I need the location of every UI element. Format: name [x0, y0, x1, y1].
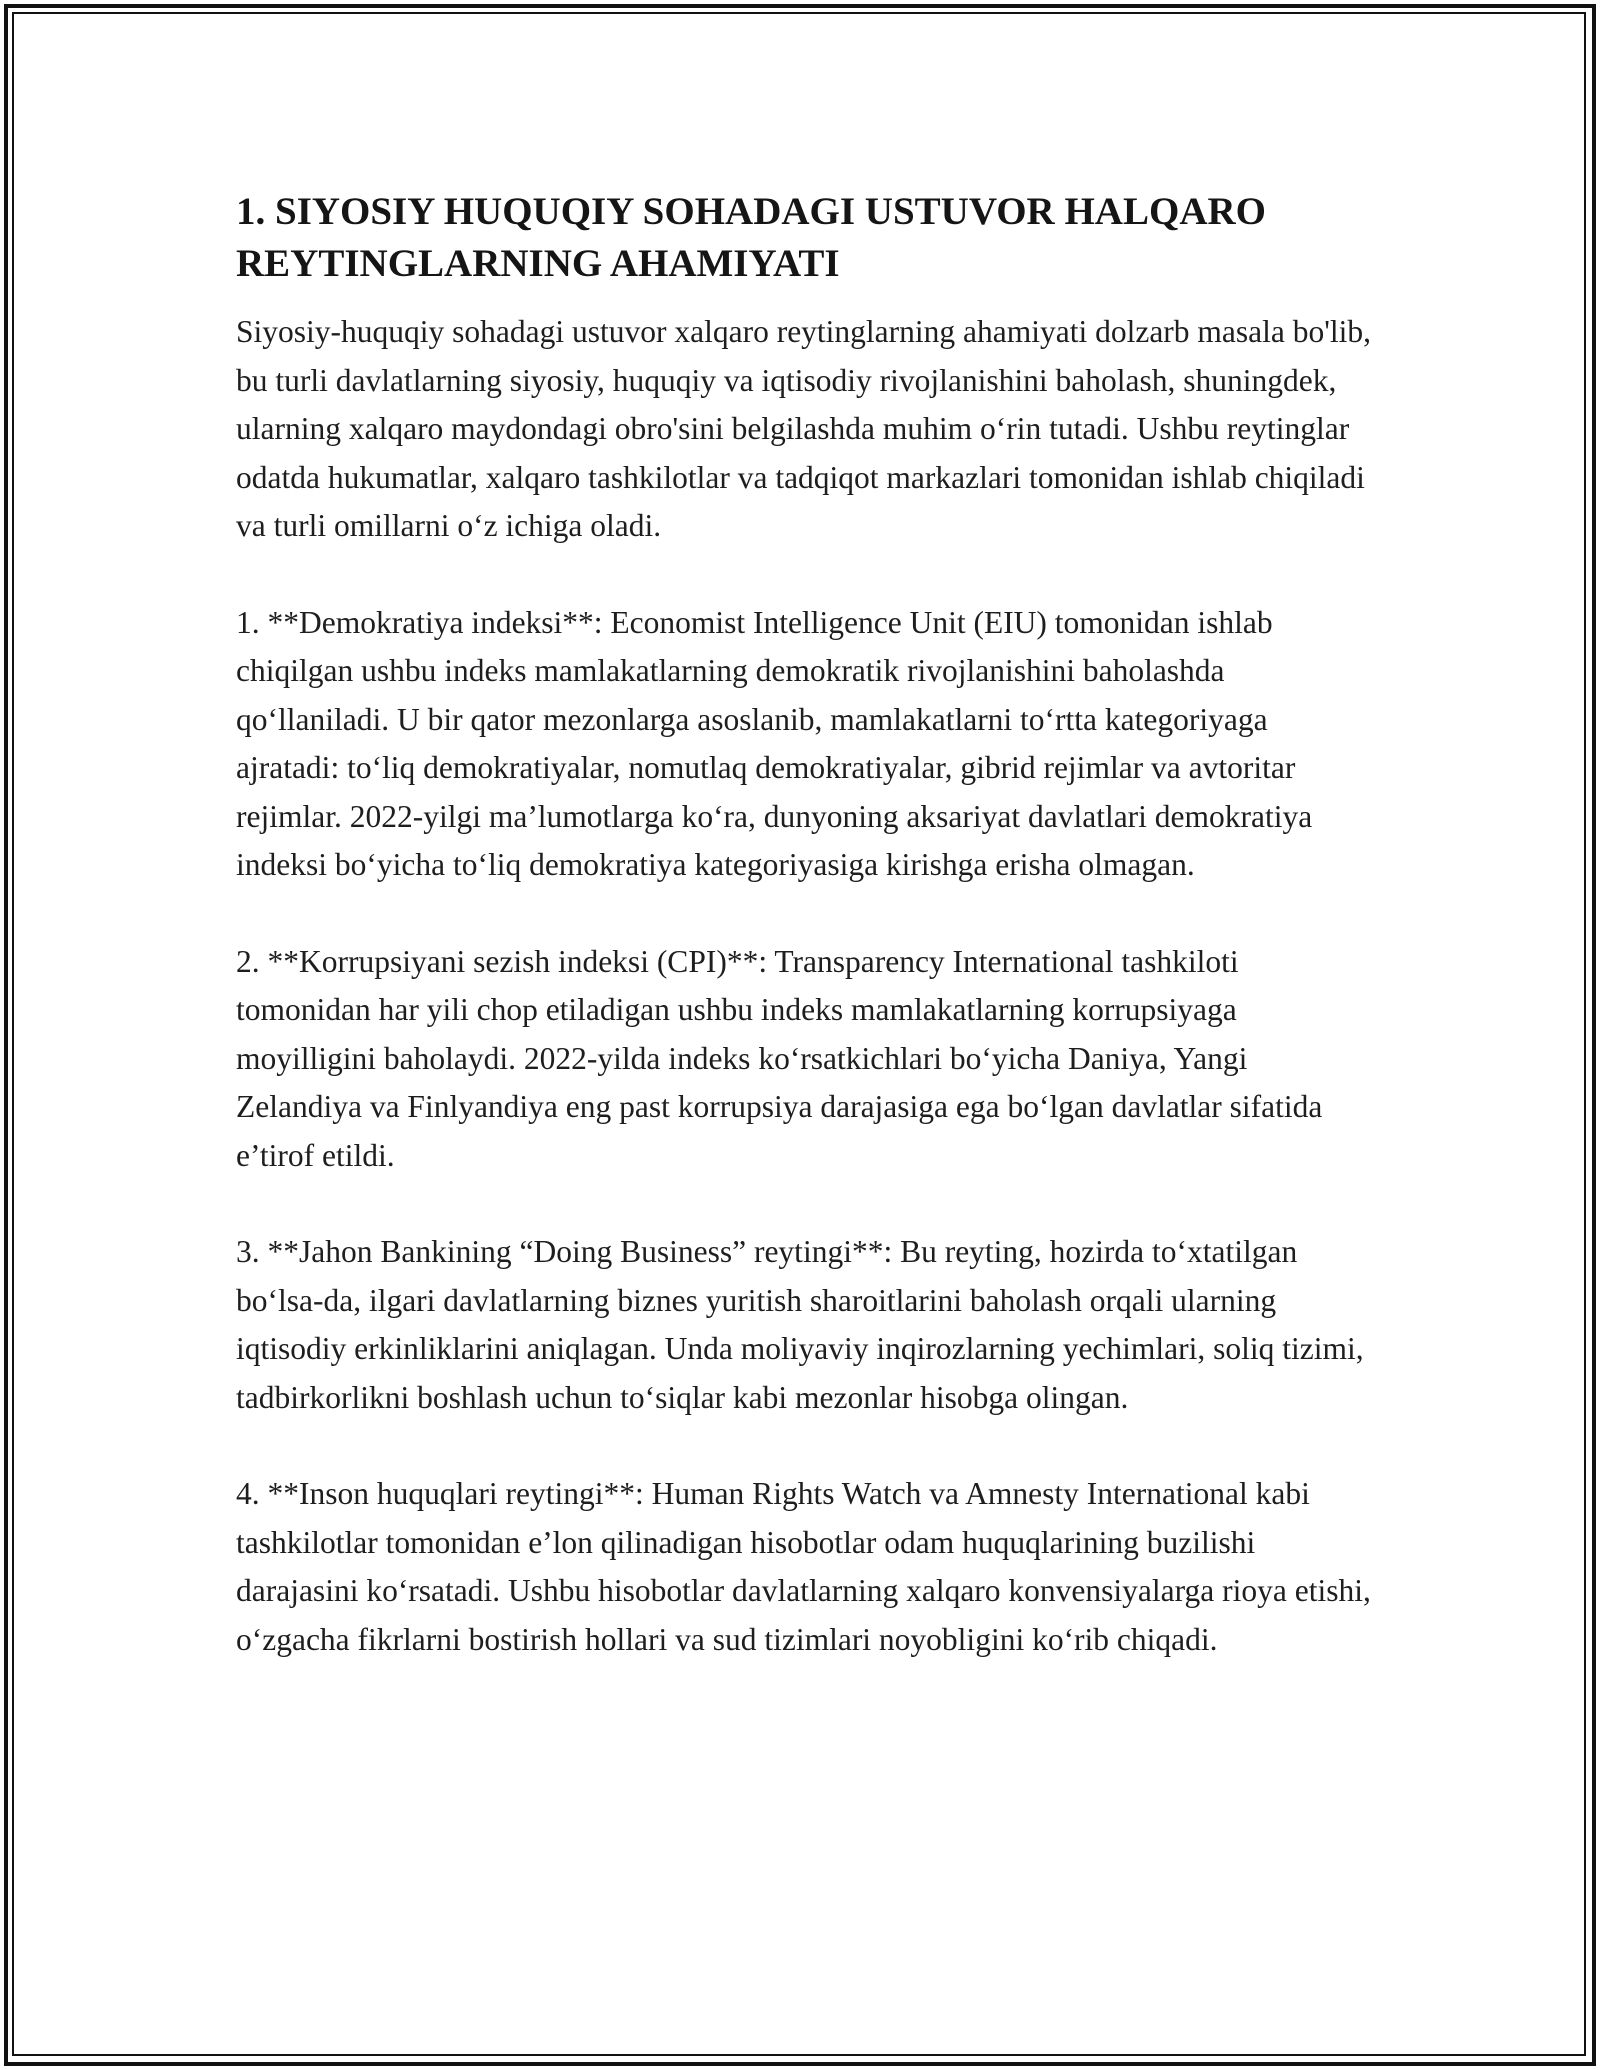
- paragraph-democracy-index: 1. **Demokratiya indeksi**: Economist Intelligence Unit (EIU) tomonidan ishlab chiqilgan ushbu indeks mamlakatlarning demokratik rivojlanishini baholashda qo‘llaniladi. U bir qator mezonlarga asoslanib, mamlakatlarni to‘rtta kategoriyaga ajratadi: to‘liq demokratiyalar, nomutlaq demokratiyalar, gibrid rejimlar va avtoritar rejimlar. 2022-yilgi ma’lumotlarga ko‘ra, dunyoning aksariyat davlatlari demokratiya indeksi bo‘yicha to‘liq demokratiya kategoriyasiga kirishga erisha olmagan.: [236, 604, 1313, 882]
- document-body: [236, 186, 1376, 1712]
- paragraph-doing-business: 3. **Jahon Bankining “Doing Business” reytingi**: Bu reyting, hozirda to‘xtatilgan bo‘lsa-da, ilgari davlatlarning biznes yuritish sharoitlarini baholash orqali ularning iqtisodiy erkinliklarini aniqlagan. Unda moliyaviy inqirozlarning yechimlari, soliq tizimi, tadbirkorlikni boshlash uchun to‘siqlar kabi mezonlar hisobga olingan.: [236, 1234, 1364, 1415]
- paragraph-human-rights: 4. **Inson huquqlari reytingi**: Human Rights Watch va Amnesty International kabi tashkilotlar tomonidan e’lon qilinadigan hisobotlar odam huquqlarining buzilishi darajasini ko‘rsatadi. Ushbu hisobotlar davlatlarning xalqaro konvensiyalarga rioya etishi, o‘zgacha fikrlarni bostirish hollari va sud tizimlari noyobligini ko‘rib chiqadi.: [236, 1476, 1371, 1657]
- document-title: 1. SIYOSIY HUQUQIY SOHADAGI USTUVOR HALQARO REYTINGLARNING AHAMIYATI: [236, 190, 1266, 285]
- paragraph-corruption-index: 2. **Korrupsiyani sezish indeksi (CPI)**: Transparency International tashkiloti tomonidan har yili chop etiladigan ushbu indeks mamlakatlarning korrupsiyaga moyilligini baholaydi. 2022-yilda indeks ko‘rsatkichlari bo‘yicha Daniya, Yangi Zelandiya va Finlyandiya eng past korrupsiya darajasiga ega bo‘lgan davlatlar sifatida e’tirof etildi.: [236, 943, 1323, 1173]
- intro-paragraph: Siyosiy-huquqiy sohadagi ustuvor xalqaro reytinglarning ahamiyati dolzarb masala bo'lib, bu turli davlatlarning siyosiy, huquqiy va iqtisodiy rivojlanishini baholash, shuningdek, ularning xalqaro maydondagi obro'sini belgilashda muhim o‘rin tutadi. Ushbu reytinglar odatda hukumatlar, xalqaro tashkilotlar va tadqiqot markazlari tomonidan ishlab chiqiladi va turli omillarni o‘z ichiga oladi.: [236, 314, 1372, 543]
